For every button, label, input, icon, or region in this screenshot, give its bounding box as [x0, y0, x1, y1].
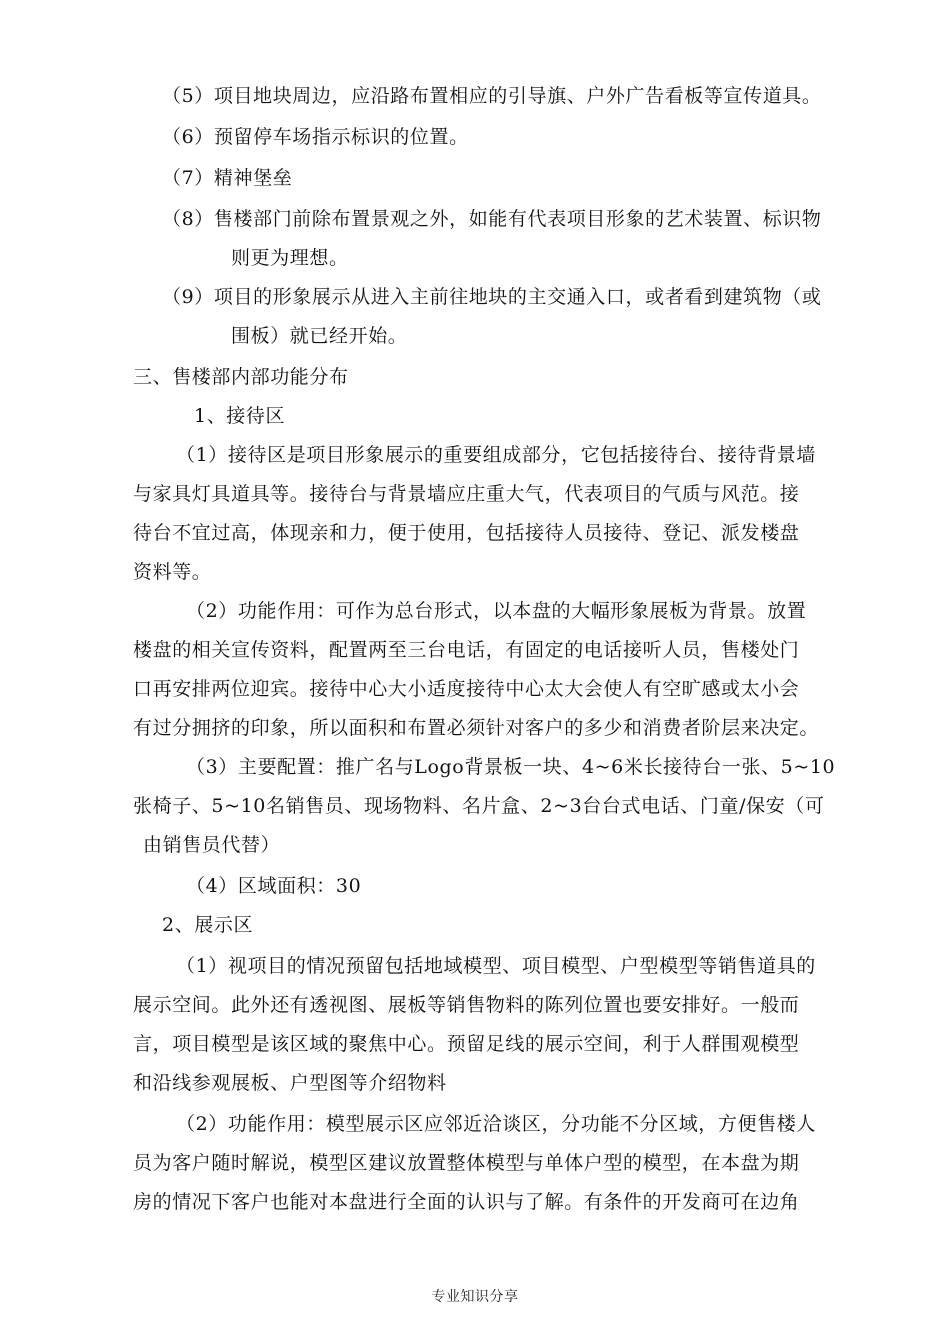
page-footer: 专业知识分享 — [431, 1289, 519, 1305]
text-line: 房的情况下客户也能对本盘进行全面的认识与了解。有条件的开发商可在边角 — [133, 1191, 800, 1213]
text-line: 与家具灯具道具等。接待台与背景墙应庄重大气，代表项目的气质与风范。接 — [133, 483, 800, 505]
text-line: （3）主要配置：推广名与Logo背景板一块、4~6米长接待台一张、5~10 — [186, 756, 836, 778]
text-line: （2）功能作用：可作为总台形式，以本盘的大幅形象展板为背景。放置 — [186, 600, 807, 622]
text-line: （2）功能作用：模型展示区应邻近洽谈区，分功能不分区域，方便售楼人 — [176, 1113, 816, 1135]
text-line: （4）区域面积：30 — [186, 875, 362, 897]
text-line: （6）预留停车场指示标识的位置。 — [162, 126, 469, 148]
subsection-heading: 2、展示区 — [162, 914, 254, 936]
subsection-heading: 1、接待区 — [194, 405, 286, 427]
text-line: 和沿线参观展板、户型图等介绍物料 — [133, 1072, 447, 1094]
section-heading: 三、售楼部内部功能分布 — [133, 366, 349, 388]
text-line: 员为客户随时解说，模型区建议放置整体模型与单体户型的模型，在本盘为期 — [133, 1152, 800, 1174]
text-line: 口再安排两位迎宾。接待中心大小适度接待中心太大会使人有空旷感或太小会 — [133, 678, 800, 700]
text-line: 由销售员代替） — [143, 834, 281, 856]
text-line: （1）视项目的情况预留包括地域模型、项目模型、户型模型等销售道具的 — [176, 955, 816, 977]
text-line: 有过分拥挤的印象，所以面积和布置必须针对客户的多少和消费者阶层来决定。 — [133, 717, 820, 739]
text-line: （9）项目的形象展示从进入主前往地块的主交通入口，或者看到建筑物（或 — [162, 286, 822, 308]
text-line: 围板）就已经开始。 — [231, 325, 408, 347]
text-line: （7）精神堡垒 — [162, 167, 293, 189]
text-line: （1）接待区是项目形象展示的重要组成部分，它包括接待台、接待背景墙 — [176, 444, 816, 466]
text-line: 则更为理想。 — [231, 247, 349, 269]
text-line: 言，项目模型是该区域的聚焦中心。预留足线的展示空间，利于人群围观模型 — [133, 1033, 800, 1055]
text-line: 张椅子、5~10名销售员、现场物料、名片盒、2~3台台式电话、门童/保安（可 — [133, 795, 825, 817]
text-line: 展示空间。此外还有透视图、展板等销售物料的陈列位置也要安排好。一般而 — [133, 994, 800, 1016]
text-line: （5）项目地块周边，应沿路布置相应的引导旗、户外广告看板等宣传道具。 — [162, 85, 822, 107]
text-line: 资料等。 — [133, 561, 212, 583]
text-line: 待台不宜过高，体现亲和力，便于使用，包括接待人员接待、登记、派发楼盘 — [133, 522, 800, 544]
text-line: 楼盘的相关宣传资料，配置两至三台电话，有固定的电话接听人员，售楼处门 — [133, 639, 800, 661]
text-line: （8）售楼部门前除布置景观之外，如能有代表项目形象的艺术装置、标识物 — [162, 208, 822, 230]
